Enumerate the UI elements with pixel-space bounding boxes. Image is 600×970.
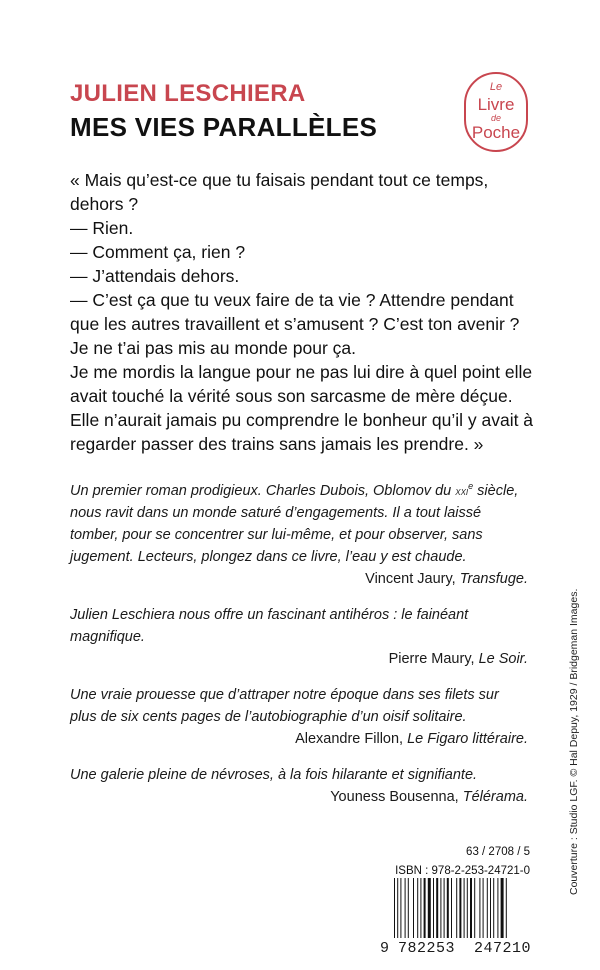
- barcode-bar: [456, 878, 457, 938]
- review-source: [70, 568, 528, 590]
- reference-code: 63 / 2708 / 5: [466, 846, 530, 858]
- barcode-bar: [506, 878, 507, 938]
- barcode-bar: [470, 878, 472, 938]
- barcode: [380, 878, 552, 962]
- review-quote: Une vraie prouesse que d’attraper notre époque dans ses filets sur plus de six cents pages de l’autobiographie d’un oisif solitaire.: [70, 687, 499, 725]
- review-author: Pierre Maury,: [388, 651, 479, 667]
- barcode-bar: [474, 878, 475, 938]
- excerpt-line: — Rien.: [70, 218, 134, 238]
- logo-livre: Livre: [477, 95, 515, 114]
- review-source: [70, 648, 528, 670]
- barcode-bar: [444, 878, 445, 938]
- barcode-bar: [464, 878, 465, 938]
- barcode-bar: [487, 878, 488, 938]
- review-quote-part: Un premier roman prodigieux. Charles Dubois, Oblomov du: [70, 483, 456, 499]
- review-publication: Le Soir.: [478, 651, 528, 667]
- barcode-bar: [400, 878, 401, 938]
- barcode-bar: [479, 878, 480, 938]
- barcode-bar: [459, 878, 461, 938]
- review-author: Youness Bousenna,: [330, 789, 463, 805]
- author-name: JULIEN LESCHIERA: [70, 80, 306, 107]
- review-author: Vincent Jaury,: [365, 571, 460, 587]
- barcode-bar: [405, 878, 406, 938]
- cover-credit: Couverture : Studio LGF. © Hal Depuy, 1929 / Bridgeman Images.: [568, 588, 580, 895]
- review-quote: [70, 480, 528, 568]
- barcode-bar: [433, 878, 434, 938]
- barcode-first-digit: 9: [380, 940, 390, 957]
- review-quote: Une galerie pleine de névroses, à la fois hilarante et signifiante.: [70, 767, 478, 783]
- logo-de: de: [490, 113, 501, 123]
- barcode-bar: [397, 878, 398, 938]
- press-reviews: [70, 480, 528, 822]
- barcode-bars: [394, 878, 550, 938]
- barcode-bar: [428, 878, 431, 938]
- barcode-bar: [417, 878, 418, 938]
- review-publication: Le Figaro littéraire.: [407, 731, 528, 747]
- excerpt-line: — J’attendais dehors.: [70, 266, 240, 286]
- excerpt-line: — C’est ça que tu veux faire de ta vie ? Attendre pendant que les autres travaillent et s’amusent ? C’est ton avenir ?: [70, 290, 520, 334]
- publisher-logo: [464, 72, 528, 152]
- review-publication: Transfuge.: [459, 571, 528, 587]
- barcode-bar: [408, 878, 409, 938]
- logo-le: Le: [489, 81, 503, 93]
- barcode-bar: [451, 878, 452, 938]
- barcode-right-group: 247210: [474, 940, 532, 957]
- excerpt-line: « Mais qu’est-ce que tu faisais pendant tout ce temps, dehors ?: [70, 170, 489, 214]
- excerpt-line: Je me mordis la langue pour ne pas lui dire à quel point elle avait touché la vérité sous son sarcasme de mère déçue. Elle n’aurait jamais pu comprendre le bonheur qu’il y avait à regarder passer des trains sans jamais les prendre. »: [70, 362, 534, 454]
- review-quote-part: siècle, nous ravit dans un monde saturé d’engagements. Il a tout laissé tomber, pour se concentrer sur lui-même, et pour observer, sans jugement. Lecteurs, plongez dans ce livre, l’eau y est chaude.: [70, 483, 519, 565]
- review-quote: Julien Leschiera nous offre un fascinant antihéros : le fainéant magnifique.: [70, 607, 469, 645]
- logo-poche: Poche: [471, 123, 521, 142]
- barcode-bar: [490, 878, 491, 938]
- review-figaro: [70, 684, 528, 750]
- barcode-left-group: 782253: [398, 940, 456, 957]
- review-telerama: [70, 764, 528, 808]
- review-publication: Télérama.: [462, 789, 528, 805]
- barcode-bar: [497, 878, 498, 938]
- review-source: [70, 786, 528, 808]
- book-title: MES VIES PARALLÈLES: [70, 112, 378, 142]
- review-le-soir: [70, 604, 528, 670]
- review-author: Alexandre Fillon,: [295, 731, 408, 747]
- barcode-bar: [447, 878, 449, 938]
- isbn: ISBN : 978-2-253-24721-0: [395, 865, 530, 877]
- century-sup: e: [468, 481, 474, 492]
- excerpt-line: Je ne t’ai pas mis au monde pour ça.: [70, 338, 356, 358]
- barcode-bar: [424, 878, 426, 938]
- review-source: [70, 728, 528, 750]
- excerpt-line: — Comment ça, rien ?: [70, 242, 246, 262]
- barcode-bar: [436, 878, 438, 938]
- book-codes: [395, 843, 530, 881]
- barcode-bar: [493, 878, 494, 938]
- barcode-bar: [440, 878, 441, 938]
- barcode-bar: [420, 878, 421, 938]
- barcode-bar: [467, 878, 468, 938]
- review-transfuge: [70, 480, 528, 590]
- barcode-bar: [483, 878, 484, 938]
- barcode-bar: [394, 878, 395, 938]
- barcode-bar: [501, 878, 504, 938]
- century-numeral: xxi: [455, 484, 469, 498]
- barcode-bar: [413, 878, 414, 938]
- book-excerpt: [70, 168, 540, 456]
